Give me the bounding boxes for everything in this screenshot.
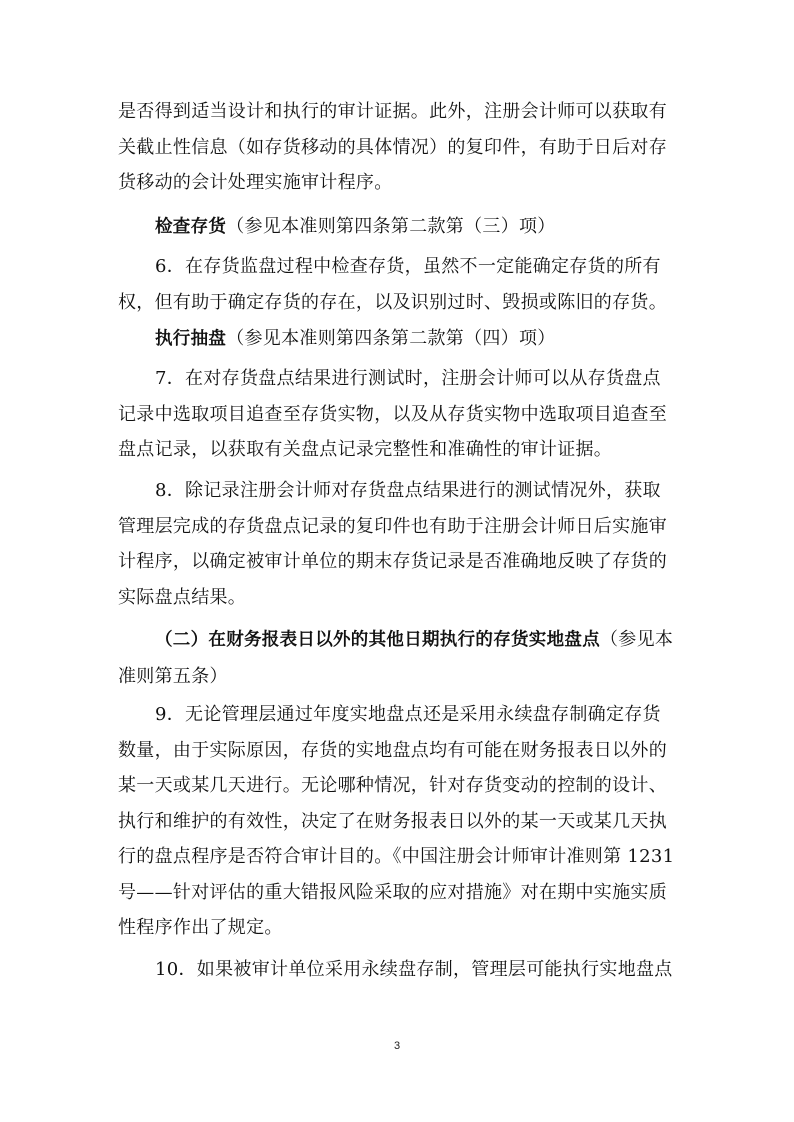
- paragraph-9: 9．无论管理层通过年度实地盘点还是采用永续盘存制确定存货数量，由于实际原因，存货的实地盘点均有可能在财务报表日以外的某一天或某几天进行。无论哪种情况，针对存货变动的控制的设计、执行和维护的有效性，决定了在财务报表日以外的某一天或某几天执行的盘点程序是否符合审计目的。《中国注册会计师审计准则第 1231 号——针对评估的重大错报风险采取的应对措施》对在期中实施实质性程序作出了规定。: [118, 704, 675, 938]
- heading-test-counts-title: 执行抽盘: [155, 329, 227, 349]
- heading-other-date-count-ref: （参见本准则第五条）: [118, 629, 674, 687]
- heading-inspect-inventory-title: 检查存货: [155, 217, 227, 237]
- heading-other-date-count-title: （二）在财务报表日以外的其他日期执行的存货实地盘点: [155, 630, 600, 650]
- paragraph-7: 7．在对存货盘点结果进行测试时，注册会计师可以从存货盘点记录中选取项目追查至存货实物，以及从存货实物中选取项目追查至盘点记录，以获取有关盘点记录完整性和准确性的审计证据。: [118, 368, 667, 460]
- section-heading-test-counts: [118, 321, 678, 358]
- section-heading-other-date-count: [118, 622, 678, 694]
- paragraph-continuation: 是否得到适当设计和执行的审计证据。此外，注册会计师可以获取有关截止性信息（如存货移动的具体情况）的复印件，有助于日后对存货移动的会计处理实施审计程序。: [118, 101, 667, 193]
- heading-test-counts-ref: （参见本准则第四条第二款第（四）项）: [226, 328, 556, 349]
- section-heading-inspect-inventory: [118, 209, 678, 246]
- paragraph-10: 10．如果被审计单位采用永续盘存制，管理层可能执行实地盘点: [155, 959, 673, 980]
- paragraph-8: 8．除记录注册会计师对存货盘点结果进行的测试情况外，获取管理层完成的存货盘点记录的复印件也有助于注册会计师日后实施审计程序，以确定被审计单位的期末存货记录是否准确地反映了存货的实际盘点结果。: [118, 480, 667, 608]
- paragraph-6: 6．在存货监盘过程中检查存货，虽然不一定能确定存货的所有权，但有助于确定存货的存在，以及识别过时、毁损或陈旧的存货。: [118, 256, 667, 313]
- page-number: 3: [393, 1040, 401, 1052]
- heading-inspect-inventory-ref: （参见本准则第四条第二款第（三）项）: [226, 216, 556, 237]
